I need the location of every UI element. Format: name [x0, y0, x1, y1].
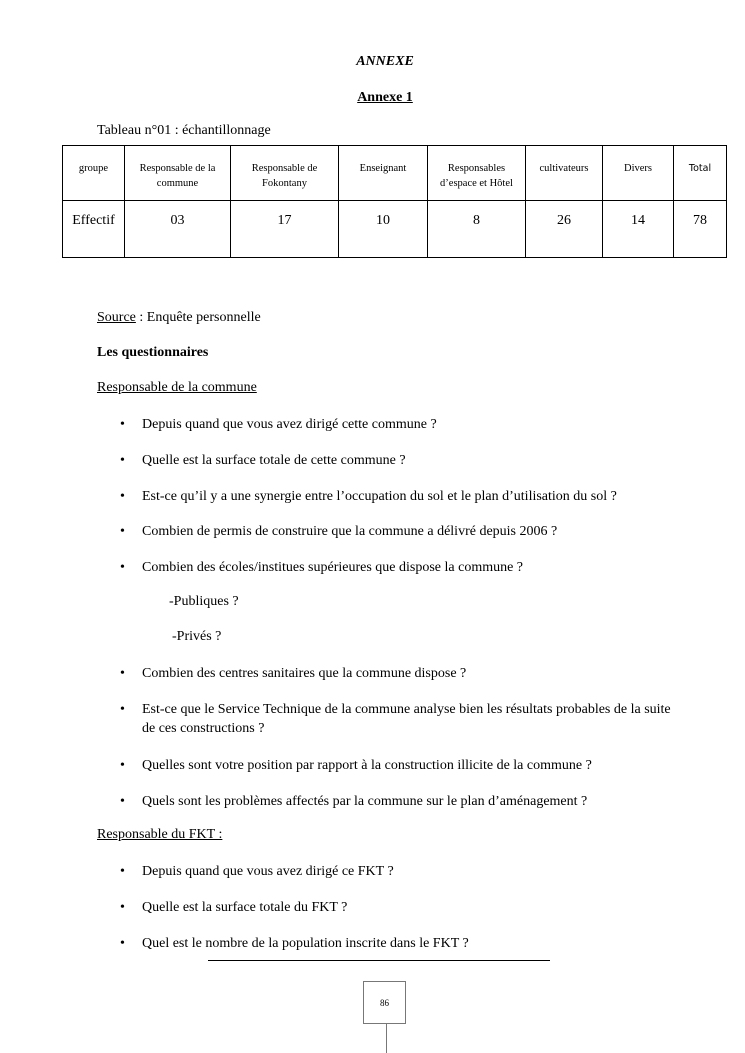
table-header-cell: cultivateurs [526, 146, 603, 201]
question-text: Quelle est la surface totale de cette commune ? [142, 453, 406, 468]
question-text: Est-ce qu’il y a une synergie entre l’occupation du sol et le plan d’utilisation du sol ? [142, 489, 617, 504]
source-text: : Enquête personnelle [135, 310, 261, 325]
table-header-cell: Responsables d’espace et Hôtel [428, 146, 526, 201]
table-cell: 10 [339, 201, 428, 258]
question-text: Est-ce que le Service Technique de la commune analyse bien les résultats probables de la suite de ces constructions ? [142, 702, 671, 736]
question-text: Depuis quand que vous avez dirigé cette commune ? [142, 417, 437, 432]
table-header-row [63, 146, 727, 201]
question-text: Quel est le nombre de la population inscrite dans le FKT ? [142, 936, 469, 951]
table-cell: 78 [674, 201, 727, 258]
bullet-icon: • [120, 524, 125, 539]
table-cell: 8 [428, 201, 526, 258]
bullet-icon: • [120, 702, 125, 717]
section-title: Les questionnaires [97, 345, 209, 360]
question-text: Combien de permis de construire que la commune a délivré depuis 2006 ? [142, 524, 558, 539]
table-header-cell: Enseignant [339, 146, 428, 201]
source-line [97, 310, 261, 326]
sub-item-publiques: -Publiques ? [169, 594, 239, 609]
fkt-heading: Responsable du FKT : [97, 827, 223, 842]
question-text: Depuis quand que vous avez dirigé ce FKT ? [142, 864, 394, 879]
table-header-cell: Responsable de la commune [125, 146, 231, 201]
table-cell: Effectif [63, 201, 125, 258]
bullet-icon: • [120, 560, 125, 575]
table-cell: 17 [231, 201, 339, 258]
table-cell: 14 [603, 201, 674, 258]
bullet-icon: • [120, 417, 125, 432]
question-text: Quelle est la surface totale du FKT ? [142, 900, 348, 915]
question-text: Combien des écoles/institues supérieures que dispose la commune ? [142, 560, 524, 575]
table-cell: 26 [526, 201, 603, 258]
bullet-icon: • [120, 666, 125, 681]
bullet-icon: • [120, 936, 125, 951]
bullet-icon: • [120, 900, 125, 915]
question-text: Combien des centres sanitaires que la commune dispose ? [142, 666, 467, 681]
table-header-cell: Total [674, 146, 727, 201]
table-caption: Tableau n°01 : échantillonnage [97, 123, 271, 138]
bullet-icon: • [120, 453, 125, 468]
annexe-title: ANNEXE [356, 54, 414, 69]
table-header-cell: Divers [603, 146, 674, 201]
source-label: Source [97, 310, 136, 325]
question-text: Quelles sont votre position par rapport à la construction illicite de la commune ? [142, 758, 592, 773]
sampling-table [62, 145, 727, 258]
sub-item-prives: -Privés ? [172, 629, 222, 644]
bullet-icon: • [120, 864, 125, 879]
question-text: Quels sont les problèmes affectés par la commune sur le plan d’aménagement ? [142, 794, 588, 809]
table-cell: 03 [125, 201, 231, 258]
bullet-icon: • [120, 794, 125, 809]
footer-rule [208, 960, 550, 961]
table-header-cell: groupe [63, 146, 125, 201]
commune-heading: Responsable de la commune [97, 380, 257, 395]
table-row [63, 201, 727, 258]
page-number-stem [386, 1024, 387, 1053]
bullet-icon: • [120, 489, 125, 504]
annexe-subtitle: Annexe 1 [357, 90, 413, 105]
bullet-icon: • [120, 758, 125, 773]
page-number: 86 [363, 981, 406, 1024]
table-header-cell: Responsable de Fokontany [231, 146, 339, 201]
